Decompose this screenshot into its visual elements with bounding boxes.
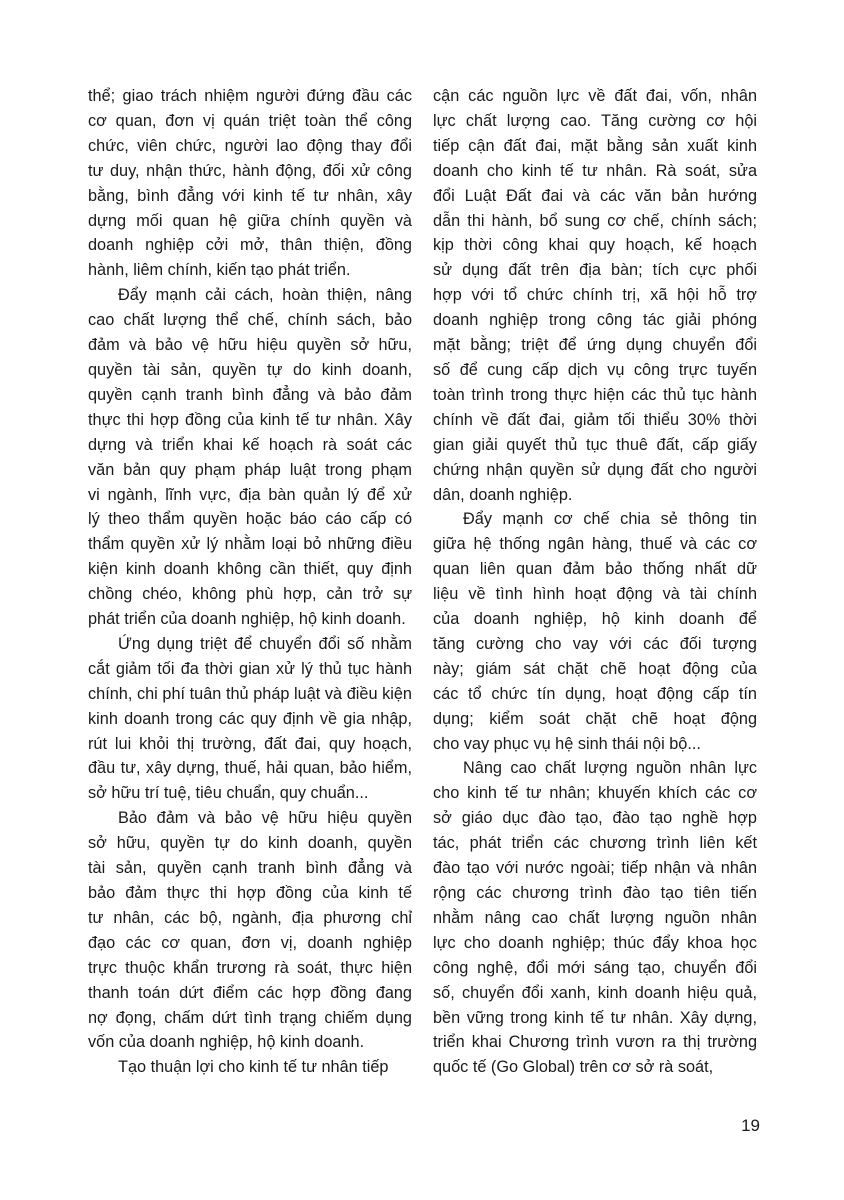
text-line: toàn trình trong thực hiện các thủ tục hành bbox=[433, 385, 757, 404]
text-line: đảm và bảo vệ hữu hiệu quyền sở hữu, bbox=[88, 336, 412, 355]
text-line: rút lui khỏi thị trường, đất đai, quy hoạch, bbox=[88, 734, 412, 753]
text-line: chính, chi phí tuân thủ pháp luật và điều kiện bbox=[88, 684, 412, 703]
text-line: lực cho doanh nghiệp; thúc đẩy khoa học bbox=[433, 933, 757, 952]
text-line: lý theo thẩm quyền hoặc báo cáo cấp có bbox=[88, 510, 412, 529]
text-line: thẩm quyền xử lý nhằm loại bỏ những điều bbox=[88, 535, 412, 554]
text-line: Bảo đảm và bảo vệ hữu hiệu quyền bbox=[118, 809, 412, 828]
text-line: dựng mối quan hệ giữa chính quyền và bbox=[88, 211, 412, 230]
left-column-paragraph bbox=[88, 1055, 412, 1080]
text-line: trực thuộc khẩn trương rà soát, thực hiện bbox=[88, 958, 412, 977]
text-line: tư duy, nhận thức, hành động, đối xử công bbox=[88, 161, 412, 180]
text-line: chứng nhận quyền sử dụng đất cho người bbox=[433, 460, 757, 479]
text-line: kịp thời công khai quy hoạch, kế hoạch bbox=[433, 236, 757, 255]
text-line: sử dụng đất trên địa bàn; tích cực phối bbox=[433, 261, 757, 280]
text-line: thực thi hợp đồng của kinh tế tư nhân. Xây bbox=[88, 410, 412, 429]
text-line: dụng; kiểm soát chặt chẽ hoạt động bbox=[433, 709, 757, 728]
text-line: sở hữu, quyền tự do kinh doanh, quyền bbox=[88, 834, 412, 853]
text-line: tài sản, quyền cạnh tranh bình đẳng và bbox=[88, 859, 412, 878]
text-line: công nghệ, đổi mới sáng tạo, chuyển đổi bbox=[433, 958, 757, 977]
text-line: Tạo thuận lợi cho kinh tế tư nhân tiếp bbox=[118, 1058, 389, 1077]
text-line: của doanh nghiệp, hộ kinh doanh để bbox=[433, 610, 757, 629]
text-line: này; giám sát chặt chẽ hoạt động của bbox=[433, 659, 757, 678]
text-line: chồng chéo, không phù hợp, cản trở sự bbox=[88, 585, 412, 604]
right-column-paragraph bbox=[433, 84, 757, 507]
text-line: doanh cho kinh tế tư nhân. Rà soát, sửa bbox=[433, 161, 757, 180]
text-line: Nâng cao chất lượng nguồn nhân lực bbox=[463, 759, 757, 778]
text-line: đào tạo với nước ngoài; tiếp nhận và nhân bbox=[433, 859, 757, 878]
text-line: lực chất lượng cao. Tăng cường cơ hội bbox=[433, 111, 757, 130]
text-line: kinh doanh trong các quy định về gia nhập, bbox=[88, 709, 412, 728]
right-column bbox=[433, 84, 757, 1080]
text-line: nợ đọng, chấm dứt tình trạng chiếm dụng bbox=[88, 1008, 412, 1027]
text-line: triển khai Chương trình vươn ra thị trường bbox=[433, 1033, 757, 1052]
text-line: doanh nghiệp cởi mở, thân thiện, đồng bbox=[88, 236, 412, 255]
text-line: gian giải quyết thủ tục thuê đất, cấp giấy bbox=[433, 435, 757, 454]
text-line: tư nhân, các bộ, ngành, địa phương chỉ bbox=[88, 908, 412, 927]
text-line: quan liên quan đảm bảo thống nhất dữ bbox=[433, 560, 757, 579]
text-line: dựng và triển khai kế hoạch rà soát các bbox=[88, 435, 412, 454]
text-line: bền vững trong kinh tế tư nhân. Xây dựng, bbox=[433, 1008, 757, 1027]
text-line: kiện kinh doanh không cần thiết, quy định bbox=[88, 560, 412, 579]
text-line: cho vay phục vụ hệ sinh thái nội bộ... bbox=[433, 734, 701, 753]
text-line: thể; giao trách nhiệm người đứng đầu các bbox=[88, 87, 412, 105]
text-line: hợp với tổ chức chính trị, xã hội hỗ trợ bbox=[433, 286, 757, 305]
right-column-paragraph bbox=[433, 507, 757, 756]
left-column-paragraph bbox=[88, 84, 412, 283]
text-line: cho kinh tế tư nhân; khuyến khích các cơ bbox=[433, 784, 757, 803]
left-column-paragraph bbox=[88, 806, 412, 1055]
text-line: cận các nguồn lực về đất đai, vốn, nhân bbox=[433, 87, 757, 105]
text-line: tiếp cận đất đai, mặt bằng sản xuất kinh bbox=[433, 136, 757, 155]
text-line: sở giáo dục đào tạo, đào tạo nghề hợp bbox=[433, 809, 757, 828]
text-line: đầu tư, xây dựng, thuế, hải quan, bảo hiểm, bbox=[88, 759, 412, 778]
text-line: sở hữu trí tuệ, tiêu chuẩn, quy chuẩn... bbox=[88, 784, 369, 803]
text-line: tác, phát triển các chương trình liên kết bbox=[433, 834, 757, 853]
text-line: Ứng dụng triệt để chuyển đổi số nhằm bbox=[118, 634, 412, 653]
text-line: cao chất lượng thể chế, chính sách, bảo bbox=[88, 311, 412, 330]
text-line: nhằm nâng cao chất lượng nguồn nhân bbox=[433, 908, 757, 927]
text-line: dân, doanh nghiệp. bbox=[433, 485, 573, 504]
page-number: 19 bbox=[741, 1116, 760, 1135]
text-line: các tổ chức tín dụng, hoạt động cấp tín bbox=[433, 684, 757, 703]
text-line: Đẩy mạnh cải cách, hoàn thiện, nâng bbox=[118, 286, 412, 305]
text-line: số để cung cấp dịch vụ công trực tuyến bbox=[433, 360, 757, 379]
right-column-paragraph bbox=[433, 756, 757, 1080]
text-line: quốc tế (Go Global) trên cơ sở rà soát, bbox=[433, 1058, 714, 1077]
text-line: tăng cường cho vay với các đối tượng bbox=[433, 634, 757, 653]
text-line: bảo đảm thực thi hợp đồng của kinh tế bbox=[88, 884, 412, 902]
text-line: văn bản quy phạm pháp luật trong phạm bbox=[88, 460, 412, 479]
text-line: quyền cạnh tranh bình đẳng và bảo đảm bbox=[88, 385, 412, 404]
text-line: hành, liêm chính, kiến tạo phát triển. bbox=[88, 261, 351, 280]
text-line: doanh nghiệp trong công tác giải phóng bbox=[433, 311, 757, 330]
text-line: vốn của doanh nghiệp, hộ kinh doanh. bbox=[88, 1033, 365, 1052]
text-line: cơ quan, đơn vị quán triệt toàn thể công bbox=[88, 111, 412, 130]
text-line: giữa hệ thống ngân hàng, thuế và các cơ bbox=[433, 535, 757, 554]
text-line: vi ngành, lĩnh vực, địa bàn quản lý để xử bbox=[88, 485, 412, 504]
text-line: chính về đất đai, giảm tối thiểu 30% thời bbox=[433, 410, 757, 429]
text-line: dẫn thi hành, bổ sung cơ chế, chính sách; bbox=[433, 211, 757, 230]
text-line: liệu về tình hình hoạt động và tài chính bbox=[433, 585, 757, 604]
text-line: mặt bằng; triệt để ứng dụng chuyển đổi bbox=[433, 336, 757, 355]
left-column bbox=[88, 84, 412, 1080]
text-line: quyền tài sản, quyền tự do kinh doanh, bbox=[88, 360, 412, 379]
text-line: rộng các chương trình đào tạo tiên tiến bbox=[433, 884, 757, 902]
text-line: cắt giảm tối đa thời gian xử lý thủ tục hành bbox=[88, 659, 412, 678]
text-line: đổi Luật Đất đai và các văn bản hướng bbox=[433, 186, 757, 205]
text-line: Đẩy mạnh cơ chế chia sẻ thông tin bbox=[463, 510, 757, 529]
left-column-paragraph bbox=[88, 632, 412, 806]
text-line: bằng, bình đẳng với kinh tế tư nhân, xây bbox=[88, 186, 412, 205]
text-line: số, chuyển đổi xanh, kinh doanh hiệu quả, bbox=[433, 983, 757, 1002]
text-line: chức, viên chức, người lao động thay đổi bbox=[88, 136, 412, 155]
text-line: thanh toán dứt điểm các hợp đồng đang bbox=[88, 983, 412, 1002]
text-line: phát triển của doanh nghiệp, hộ kinh doanh. bbox=[88, 610, 406, 629]
left-column-paragraph bbox=[88, 283, 412, 632]
text-line: đạo các cơ quan, đơn vị, doanh nghiệp bbox=[88, 933, 412, 952]
